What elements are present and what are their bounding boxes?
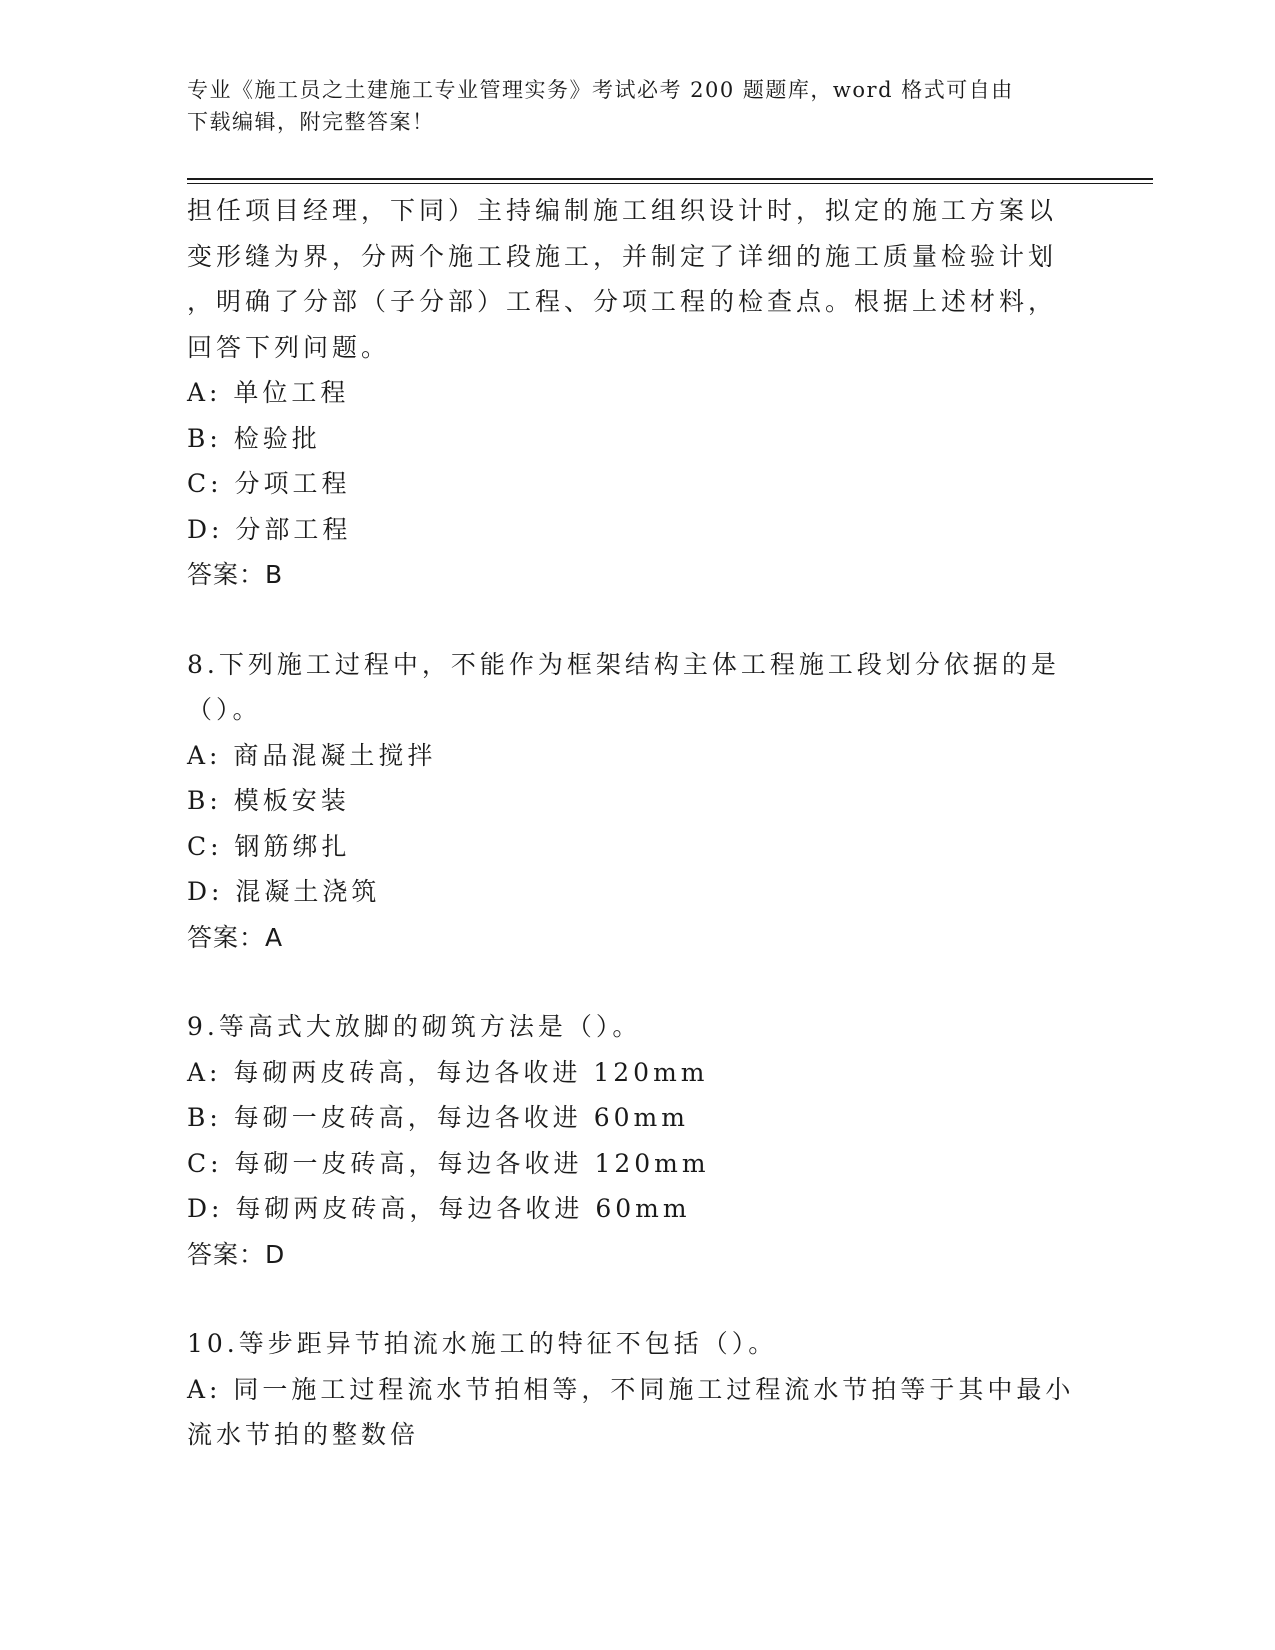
option-d: D: 混凝土浇筑 [187, 877, 381, 906]
option-a-continued: 流水节拍的整数倍 [187, 1420, 420, 1449]
header-line-1: 专业《施工员之土建施工专业管理实务》考试必考 200 题题库，word 格式可自由 [187, 78, 1014, 102]
option-b: B: 检验批 [187, 423, 321, 453]
question-text-line: 变形缝为界，分两个施工段施工，并制定了详细的施工质量检验计划 [187, 241, 1058, 271]
question-text-line: 8.下列施工过程中，不能作为框架结构主体工程施工段划分依据的是 [187, 649, 1060, 679]
option-a: A: 单位工程 [187, 378, 350, 407]
header-rule-thick [187, 178, 1153, 180]
question-text-line: ，明确了分部（子分部）工程、分项工程的检查点。根据上述材料， [187, 287, 1058, 316]
document-header [187, 74, 1067, 138]
question-8 [187, 642, 1087, 961]
option-b: B: 每砌一皮砖高，每边各收进 60mm [187, 1103, 689, 1132]
header-rule-thin [187, 183, 1153, 184]
option-d: D: 每砌两皮砖高，每边各收进 60mm [187, 1194, 691, 1223]
document-body [187, 188, 1087, 1458]
question-text-line: 担任项目经理，下同）主持编制施工组织设计时，拟定的施工方案以 [187, 196, 1058, 225]
option-a: A: 商品混凝土搅拌 [187, 740, 437, 770]
option-c: C: 分项工程 [187, 469, 351, 498]
option-b: B: 模板安装 [187, 786, 350, 815]
spacer [187, 1277, 1087, 1321]
option-a: A: 每砌两皮砖高，每边各收进 120mm [187, 1057, 709, 1087]
option-c: C: 钢筋绑扎 [187, 831, 351, 861]
answer-line: 答案：A [187, 922, 284, 952]
option-c: C: 每砌一皮砖高，每边各收进 120mm [187, 1148, 710, 1178]
question-text-line: （）。 [187, 695, 262, 724]
option-a: A: 同一施工过程流水节拍相等，不同施工过程流水节拍等于其中最小 [187, 1374, 1075, 1404]
question-intro [187, 188, 1087, 598]
question-text-line: 10.等步距异节拍流水施工的特征不包括（）。 [187, 1329, 778, 1358]
answer-line: 答案：D [187, 1239, 286, 1269]
answer-line: 答案：B [187, 560, 284, 589]
question-9 [187, 1004, 1087, 1277]
spacer [187, 960, 1087, 1004]
question-text-line: 9.等高式大放脚的砌筑方法是（）。 [187, 1012, 642, 1041]
header-line-2: 下载编辑，附完整答案！ [187, 110, 435, 134]
spacer [187, 598, 1087, 642]
question-10 [187, 1321, 1087, 1458]
question-text-line: 回答下列问题。 [187, 332, 391, 362]
option-d: D: 分部工程 [187, 514, 352, 544]
